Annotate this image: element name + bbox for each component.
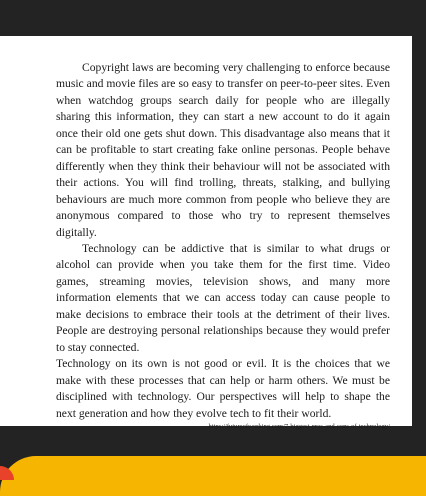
paragraph-conclusion: Technology on its own is not good or evil. It is the choices that we make with these processes that can help or harm others. We must be disciplined with technology. Our perspectives will help to shape the next generation and how they evolve tech to fit their world. [56,357,390,420]
paragraph-addiction: Technology can be addictive that is similar to what drugs or alcohol can provide when you take them for the first time. Video games, streaming movies, television shows, and many more information elements that we can access today can cause people to make decisions to embrace their tools at the detriment of their lives. People are destroying personal relationships because they would prefer to stay connected. [56,241,390,354]
paragraph-copyright: Copyright laws are becoming very challenging to enforce because music and movie files are so easy to transfer on peer-to-peer sites. Even when watchdog groups search daily for people who are illegally sharing this information, they can start a new account to do it again once their old one gets shut down. This disadvantage also means that it can be profitable to start creating fake online personas. People behave differently when they think their behaviour will not be associated with their actions. You will find trolling, threats, stalking, and bullying behaviours are much more common from people who believe they are anonymous compared to those who try to represent themselves digitally. [56,61,390,239]
document-page [0,36,412,430]
source-link[interactable]: https://futureofworking.com/7-biggest-pros-and-cons-of-technology/ [208,422,390,430]
accent-bar [0,456,426,496]
